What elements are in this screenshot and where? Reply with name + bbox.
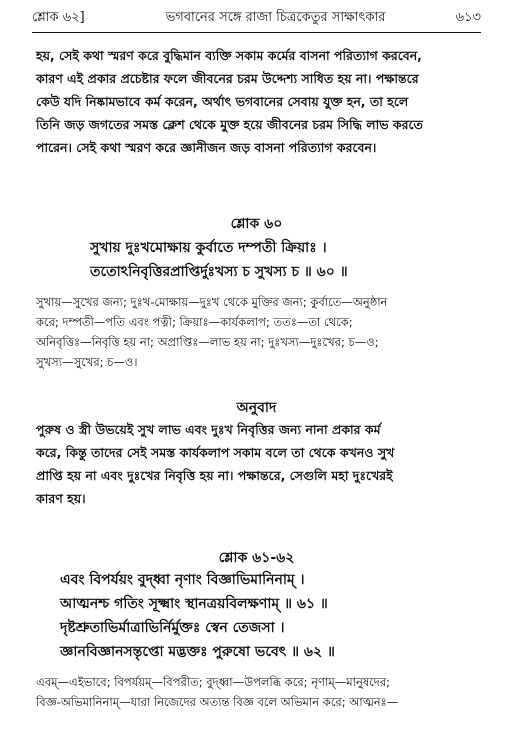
verse-line: আত্মনশ্চ গতিং সূক্ষ্মাং স্থানত্রয়বিলক্ষণাম্ ॥ ৬১ ॥	[60, 596, 328, 612]
verse-line: ততোঽনিবৃত্তিরপ্রাপ্তির্দুঃখস্য চ সুখস্য চ ॥ ৬০ ॥	[90, 264, 348, 280]
translation-line: কারণ হয়।	[36, 491, 86, 506]
verse-60-text	[90, 236, 473, 284]
verse-60-synonyms	[36, 292, 481, 372]
verse-line: সুখায় দুঃখমোক্ষায় কুর্বাতে দম্পতী ক্রিয়াঃ ।	[90, 240, 327, 256]
header-verse-range: শ্লোক ৬২]	[32, 9, 85, 25]
synonym-line: বিজ্ঞ-অভিমানিনাম্—যারা নিজেদের অত্যন্ত বিজ্ঞ বলে অভিমান করে; আত্মনঃ—	[36, 695, 399, 709]
synonym-line: অনিবৃত্তিঃ—নিবৃত্তি হয় না; অপ্রাপ্তিঃ—লাভ হয় না; দুঃখস্য—দুঃখের; চ—ও;	[36, 335, 379, 349]
paragraph-line: কেউ যদি নিষ্কামভাবে কর্ম করেন, অর্থাৎ ভগবানের সেবায় যুক্ত হন, তা হলে	[36, 94, 409, 109]
verse-61-62-synonyms	[36, 672, 481, 712]
header-rule	[32, 32, 481, 33]
paragraph-line: কারণ এই প্রকার প্রচেষ্টার ফলে জীবনের চরম উদ্দেশ্য সাধিত হয় না। পক্ষান্তরে	[36, 71, 419, 86]
synonym-line: সুখস্য—সুখের; চ—ও।	[36, 355, 138, 369]
paragraph-line: পারেন। সেই কথা স্মরণ করে জ্ঞানীজন জড় বাসনা পরিত্যাগ করবেন।	[36, 140, 377, 155]
header-chapter-title: ভগবানের সঙ্গে রাজা চিত্রকেতুর সাক্ষাৎকার	[165, 9, 386, 25]
verse-60-heading: শ্লোক ৬০	[230, 216, 283, 232]
verse-line: জ্ঞানবিজ্ঞানসন্তৃপ্তো মদ্ভক্তঃ পুরুষো ভবেৎ ॥ ৬২ ॥	[60, 644, 335, 660]
verse-61-62-heading: শ্লোক ৬১-৬২	[218, 550, 295, 566]
verse-60-translation	[36, 418, 481, 510]
intro-paragraph	[36, 44, 481, 159]
translation-line: প্রাপ্তি হয় না এবং দুঃখের নিবৃত্তি হয় না। পক্ষান্তরে, সেগুলি মহা দুঃখেরই	[36, 468, 393, 483]
verse-line: দৃষ্টশ্রুতাভির্মাত্রাভির্নির্মুক্তঃ স্বেন তেজসা ।	[60, 620, 285, 636]
page-header	[32, 6, 481, 30]
translation-heading: অনুবাদ	[236, 400, 277, 416]
paragraph-line: হয়, সেই কথা স্মরণ করে বুদ্ধিমান ব্যক্তি সকাম কর্মের বাসনা পরিত্যাগ করবেন,	[36, 48, 422, 63]
synonym-line: করে; দম্পতী—পতি এবং পত্নী; ক্রিয়াঃ—কার্যকলাপ; ততঃ—তা থেকে;	[36, 315, 353, 329]
verse-line: এবং বিপর্যয়ং বুদ্ধ্বা নৃণাং বিজ্ঞাভিমানিনাম্ ।	[60, 572, 305, 588]
header-page-number: ৬১৩	[455, 9, 481, 25]
synonym-line: এবম্—এইভাবে; বিপর্যয়ম্—বিপরীত; বুদ্ধ্বা—উপলব্ধি করে; নৃণাম্—মানুষদের;	[36, 675, 391, 689]
verse-61-62-text	[60, 568, 483, 664]
translation-line: করে, কিন্তু তাদের সেই সমস্ত কার্যকলাপ সকাম বলে তা থেকে কখনও সুখ	[36, 445, 395, 460]
synonym-line: সুখায়—সুখের জন্য; দুঃখ-মোক্ষায়—দুঃখ থেকে মুক্তির জন্য; কুর্বাতে—অনুষ্ঠান	[36, 295, 388, 309]
translation-line: পুরুষ ও স্ত্রী উভয়েই সুখ লাভ এবং দুঃখ নিবৃত্তির জন্য নানা প্রকার কর্ম	[36, 422, 381, 437]
paragraph-line: তিনি জড় জগতের সমস্ত ক্লেশ থেকে মুক্ত হয়ে জীবনের চরম সিদ্ধি লাভ করতে	[36, 117, 423, 132]
